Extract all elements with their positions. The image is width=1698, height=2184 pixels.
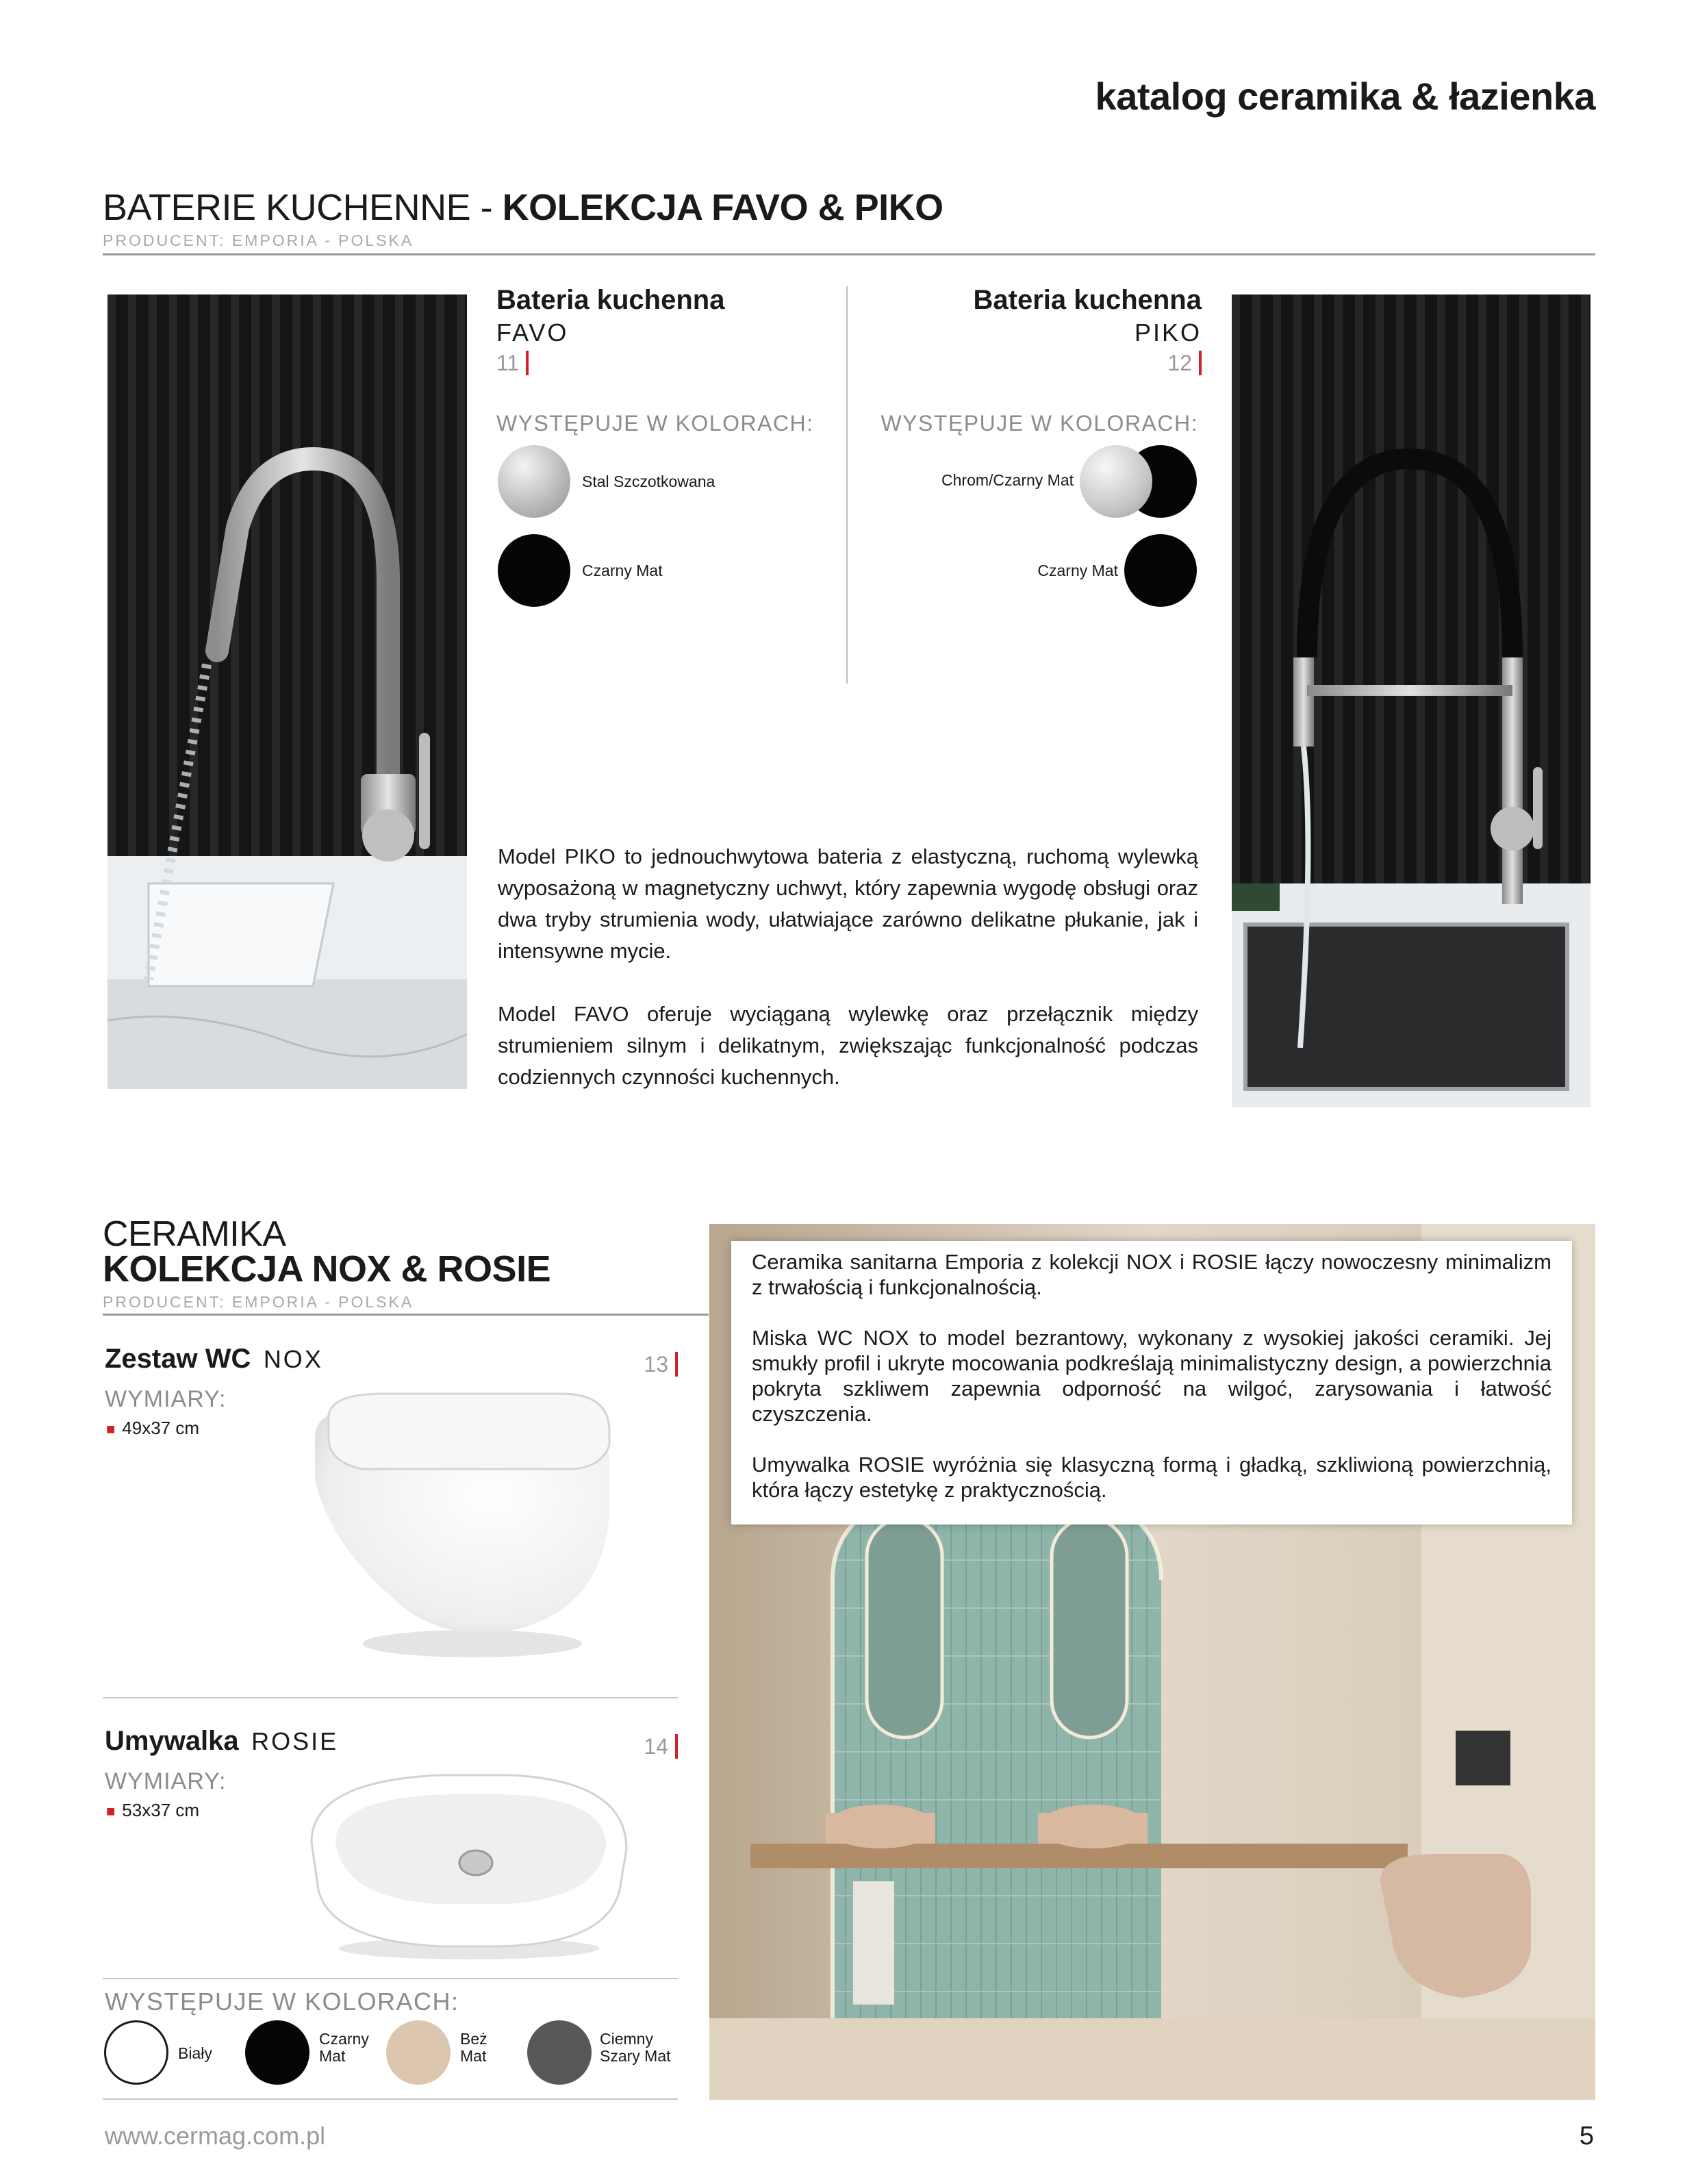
catalog-title: katalog ceramika & łazienka [1095,75,1595,118]
basin-heading [105,1726,338,1757]
piko-product-name: Bateria kuchenna [973,285,1202,315]
product-separator [103,1978,678,1979]
swatch-label: Czarny Mat [319,2030,369,2065]
section-divider [103,253,1595,255]
favo-product-name: Bateria kuchenna [496,285,725,315]
wc-product-name: Zestaw WC [105,1344,251,1374]
swatch-label: Ciemny Szary Mat [600,2030,671,2065]
wc-nox-illustration [301,1390,623,1664]
favo-swatch-label: Stal Szczotkowana [582,473,715,490]
swatch-white [104,2020,168,2085]
basin-dimensions [106,1800,199,1821]
favo-description: Model FAVO oferuje wyciąganą wylewkę oraz przełącznik między strumieniem silnym i delikatnym, zwiększając funkcjonalność podczas codziennych czynności kuchennych. [498,1002,1198,1089]
wc-dimensions [106,1418,199,1439]
favo-swatch-brushed-steel [498,445,570,518]
favo-colors-label: WYSTĘPUJE W KOLORACH: [496,411,814,436]
swatch-matte-black [245,2020,309,2085]
piko-colors-label: WYSTĘPUJE W KOLORACH: [880,411,1198,436]
rosie-description: Umywalka ROSIE wyróżnia się klasyczną formą i gładką, szkliwioną powierzchnią, która łączy estetykę z praktycznością. [752,1453,1551,1502]
producer-label: PRODUCENT: EMPORIA - POLSKA [103,1293,414,1311]
swatch-dark-grey-matte [527,2020,592,2085]
page-number: 5 [1579,2122,1594,2150]
swatch-label: Beż Mat [460,2030,487,2065]
ceramics-collection-title: KOLEKCJA NOX & ROSIE [103,1248,551,1290]
wc-dimensions-value: 49x37 cm [122,1418,200,1438]
favo-swatch-label: Czarny Mat [582,562,663,579]
section-title-category: BATERIE KUCHENNE - [103,187,493,228]
ceramics-colors-label: WYSTĘPUJE W KOLORACH: [105,1987,459,2016]
bullet-icon: ■ [106,1803,116,1820]
footer-website: www.cermag.com.pl [105,2122,326,2150]
piko-swatch-matte-black [1124,534,1197,607]
swatch-matte-beige [386,2020,451,2085]
favo-item-number: 11 [496,351,529,375]
product-separator [103,2098,678,2100]
section-title-collection: KOLEKCJA FAVO & PIKO [502,187,943,228]
favo-faucet-illustration [107,294,467,1089]
section-divider [103,1314,709,1316]
piko-faucet-illustration [1232,294,1591,1107]
piko-swatch-chrome [1080,445,1152,518]
basin-model: ROSIE [251,1727,339,1755]
ceramics-description [731,1241,1572,1503]
piko-faucet-photo [1232,294,1591,1107]
piko-swatch-label: Czarny Mat [1037,562,1118,579]
nox-description: Miska WC NOX to model bezrantowy, wykonany z wysokiej jakości ceramiki. Jej smukły profil i ukryte mocowania podkreślają minimalistyczny design, a powierzchnia pokryta szkliwem zapewnia odporność na wilgoć, zarysowania i łatwość czyszczenia. [752,1326,1551,1426]
ceramics-description-box [731,1241,1572,1524]
product-separator [103,1697,678,1698]
basin-item-number: 14 [644,1734,678,1759]
producer-label: PRODUCENT: EMPORIA - POLSKA [103,231,414,249]
product-column-divider [846,286,848,683]
favo-model: FAVO [496,318,569,347]
bullet-icon: ■ [106,1420,116,1438]
piko-item-number: 12 [1167,351,1202,375]
piko-swatch-label: Chrom/Czarny Mat [941,471,1074,489]
wc-heading [105,1344,323,1375]
wc-dimensions-label: WYMIARY: [105,1386,227,1412]
basin-rosie-illustration [305,1767,633,1966]
basin-dimensions-value: 53x37 cm [122,1800,200,1820]
ceramics-intro: Ceramika sanitarna Emporia z kolekcji NOX i ROSIE łączy nowoczesny minimalizm z trwałością i funkcjonalnością. [752,1250,1551,1299]
piko-model: PIKO [1134,318,1202,347]
favo-faucet-photo [107,294,467,1089]
wc-item-number: 13 [644,1352,678,1377]
swatch-label: Biały [178,2044,212,2062]
faucets-description [498,841,1198,1125]
basin-product-name: Umywalka [105,1726,239,1756]
wc-model: NOX [263,1345,323,1373]
piko-description: Model PIKO to jednouchwytowa bateria z elastyczną, ruchomą wylewką wyposażoną w magnetyczny uchwyt, który zapewnia wygodę obsługi oraz dwa tryby strumienia wody, ułatwiające zarówno delikatne płukanie, jak i intensywne mycie. [498,844,1198,963]
favo-swatch-matte-black [498,534,570,607]
ceramics-category-title: CERAMIKA [103,1214,286,1254]
section-title [103,186,943,229]
basin-dimensions-label: WYMIARY: [105,1768,227,1794]
